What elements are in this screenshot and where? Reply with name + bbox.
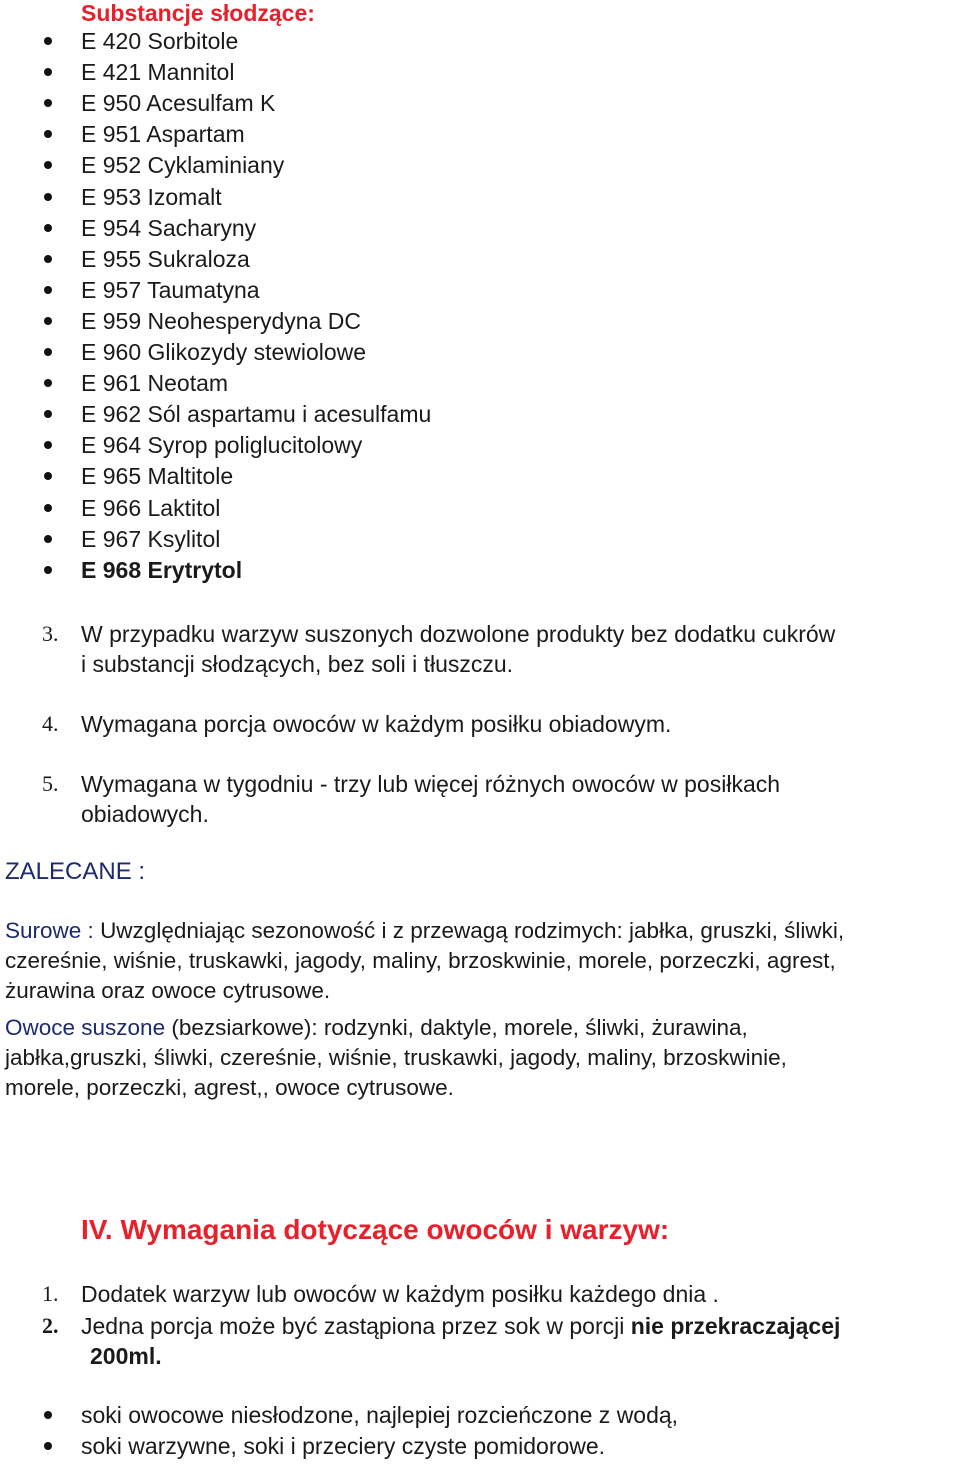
bullet-icon [44,535,52,543]
bullet-icon [44,99,52,107]
bullet-icon [44,348,52,356]
list-item: E 953 Izomalt [0,182,960,213]
list-item: E 952 Cyklaminiany [0,150,960,181]
bullet-icon [44,161,52,169]
list-item: E 954 Sacharyny [0,213,960,244]
list-item: E 961 Neotam [0,368,960,399]
bullet-icon [44,130,52,138]
bullet-icon [44,193,52,201]
bullet-icon [44,566,52,574]
bullet-icon [44,317,52,325]
list-item: soki warzywne, soki i przeciery czyste pomidorowe. [0,1431,960,1462]
list-item: E 964 Syrop poliglucitolowy [0,430,960,461]
list-item: E 421 Mannitol [0,57,960,88]
bullet-icon [44,1442,52,1450]
bullet-icon [44,37,52,45]
list-item: E 955 Sukraloza [0,244,960,275]
list-item: E 966 Laktitol [0,493,960,524]
dried-label: Owoce suszone [5,1015,166,1040]
bullet-icon [44,68,52,76]
dried-fruits-paragraph: Owoce suszone (bezsiarkowe): rodzynki, daktyle, morele, śliwki, żurawina, jabłka,gruszki, śliwki, czereśnie, wiśnie, truskawki, jagody, maliny, brzoskwinie, morele, porzeczki, agrest,, owoce cytrusowe. [5,1015,787,1100]
list-item: E 959 Neohesperydyna DC [0,306,960,337]
list-item: soki owocowe niesłodzone, najlepiej rozcieńczone z wodą, [0,1400,960,1431]
raw-fruits-paragraph: Surowe : Uwzględniając sezonowość i z przewagą rodzimych: jabłka, gruszki, śliwki, czereśnie, wiśnie, truskawki, jagody, maliny, brzoskwinie, morele, porzeczki, agrest, żurawina oraz owoce cytrusowe. [5,918,845,1003]
section-iv-item-2: Jedna porcja może być zastąpiona przez sok w porcji nie przekraczającej 200ml. [81,1313,841,1369]
item-4-text: Wymagana porcja owoców w każdym posiłku obiadowym. [81,711,672,737]
list-item: E 960 Glikozydy stewiolowe [0,337,960,368]
item-number: 3. [42,621,59,646]
bullet-icon [44,224,52,232]
list-item: E 962 Sól aspartamu i acesulfamu [0,399,960,430]
item-number: 5. [42,771,59,796]
section-iv-heading: IV. Wymagania dotyczące owoców i warzyw: [81,1214,670,1245]
list-item: E 951 Aspartam [0,119,960,150]
bullet-icon [44,255,52,263]
sweeteners-heading: Substancje słodzące: [81,0,315,26]
item-number: 2. [42,1313,59,1338]
list-item: E 965 Maltitole [0,461,960,492]
raw-label: Surowe : [5,918,94,943]
list-item: E 420 Sorbitole [0,26,960,57]
list-item: E 968 Erytrytol [0,555,960,586]
bullet-icon [44,410,52,418]
list-item: E 950 Acesulfam K [0,88,960,119]
item-number: 1. [42,1281,59,1306]
list-item: E 967 Ksylitol [0,524,960,555]
bullet-icon [44,441,52,449]
section-iv-item-1: Dodatek warzyw lub owoców w każdym posiłku każdego dnia . [81,1281,719,1307]
bullet-icon [44,1411,52,1419]
bullet-icon [44,286,52,294]
list-item: E 957 Taumatyna [0,275,960,306]
bullet-icon [44,379,52,387]
item-5-text: Wymagana w tygodniu - trzy lub więcej różnych owoców w posiłkach obiadowych. [81,771,781,827]
bullet-icon [44,472,52,480]
recommended-heading: ZALECANE : [5,858,146,885]
bullet-icon [44,504,52,512]
item-3-text: W przypadku warzyw suszonych dozwolone produkty bez dodatku cukrów i substancji słodzących, bez soli i tłuszczu. [81,621,836,677]
item-number: 4. [42,711,59,736]
